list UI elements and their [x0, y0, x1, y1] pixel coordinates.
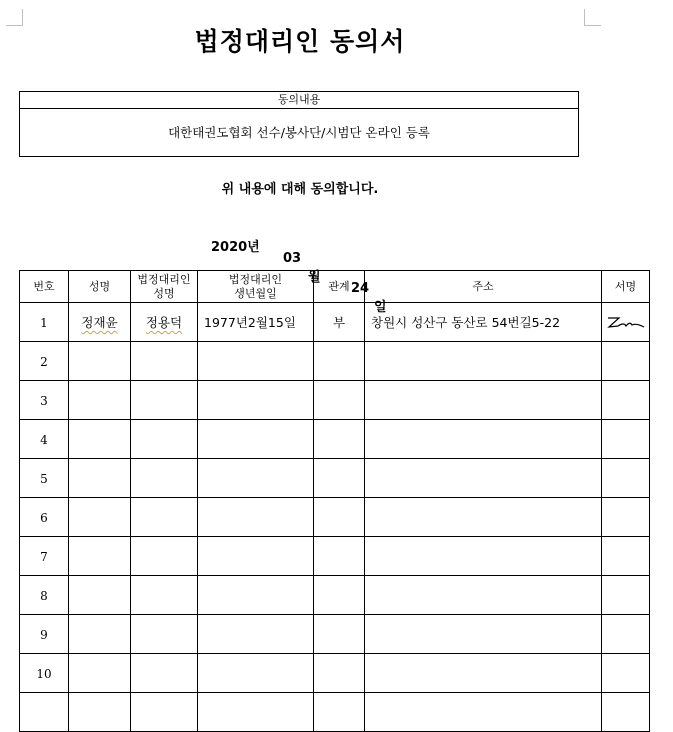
- cell-address: [365, 537, 602, 576]
- cell-no-text: 7: [40, 549, 48, 564]
- header-guardian-name: 법정대리인 성명: [131, 271, 198, 303]
- cell-relation: [314, 303, 365, 342]
- cell-name: [69, 615, 131, 654]
- cell-relation: [314, 654, 365, 693]
- cell-no-text: 5: [40, 471, 48, 486]
- cell-guardian-name: [131, 381, 198, 420]
- table-row: [20, 420, 650, 459]
- agreement-content: 대한태권도협회 선수/봉사단/시범단 온라인 등록: [168, 125, 430, 140]
- cell-name: [69, 498, 131, 537]
- cell-address: [365, 615, 602, 654]
- cell-relation: [314, 693, 365, 732]
- cell-relation: [314, 459, 365, 498]
- cell-address-text: 창원시 성산구 동산로 54번길5-22: [371, 315, 561, 330]
- cell-signature: [602, 303, 650, 342]
- cell-address: [365, 303, 602, 342]
- cell-no: [20, 420, 69, 459]
- cell-relation: [314, 576, 365, 615]
- cell-guardian-birth: [198, 654, 314, 693]
- cell-relation: [314, 615, 365, 654]
- cell-guardian-name: [131, 303, 198, 342]
- cell-guardian-birth-text: 1977년2월15일: [204, 315, 296, 330]
- cell-guardian-birth: [198, 303, 314, 342]
- cell-relation-text: 부: [332, 315, 346, 330]
- header-address: 주소: [365, 271, 602, 303]
- cell-name: [69, 537, 131, 576]
- agreement-box: [19, 91, 579, 157]
- cell-guardian-name: [131, 420, 198, 459]
- cell-guardian-birth: [198, 342, 314, 381]
- cell-guardian-birth: [198, 498, 314, 537]
- cell-guardian-birth: [198, 615, 314, 654]
- cell-relation: [314, 420, 365, 459]
- cell-relation: [314, 342, 365, 381]
- table-row: [20, 303, 650, 342]
- date-day: 24: [351, 281, 370, 296]
- cell-no-text: 1: [40, 315, 48, 330]
- cell-guardian-name: [131, 459, 198, 498]
- table-row: [20, 498, 650, 537]
- cell-no: [20, 654, 69, 693]
- cell-address: [365, 420, 602, 459]
- cell-no: [20, 342, 69, 381]
- guardian-table: [19, 270, 650, 732]
- cell-name: [69, 342, 131, 381]
- cell-no-text: 6: [40, 510, 48, 525]
- cell-no-text: 3: [40, 393, 48, 408]
- cell-relation: [314, 381, 365, 420]
- cell-guardian-birth: [198, 576, 314, 615]
- header-relation: 관계: [314, 271, 365, 303]
- cell-name: [69, 654, 131, 693]
- table-row: [20, 654, 650, 693]
- cell-guardian-birth: [198, 459, 314, 498]
- cell-guardian-name: [131, 654, 198, 693]
- cell-no: [20, 576, 69, 615]
- cell-no: [20, 459, 69, 498]
- cell-no-text: 10: [36, 666, 52, 681]
- cell-no: [20, 381, 69, 420]
- table-row: [20, 537, 650, 576]
- cell-no-text: 9: [40, 627, 48, 642]
- date-day-unit: 일: [374, 300, 387, 315]
- cell-signature: [602, 459, 650, 498]
- cell-address: [365, 381, 602, 420]
- table-row: [20, 459, 650, 498]
- cell-guardian-name: [131, 342, 198, 381]
- cell-no: [20, 303, 69, 342]
- cell-address: [365, 459, 602, 498]
- header-guardian-birth: 법정대리인 생년월일: [198, 271, 314, 303]
- cell-guardian-name: [131, 576, 198, 615]
- cell-no: [20, 537, 69, 576]
- cell-name-text: 정재윤: [81, 315, 118, 330]
- document-title: 법정대리인 동의서: [194, 27, 406, 56]
- cell-address: [365, 498, 602, 537]
- date-month-unit: 월: [308, 270, 321, 285]
- header-name: 성명: [69, 271, 131, 303]
- cell-relation: [314, 498, 365, 537]
- cell-name: [69, 459, 131, 498]
- cell-no-text: 8: [40, 588, 48, 603]
- table-row: [20, 693, 650, 732]
- cell-guardian-name-text: 정용덕: [145, 315, 183, 330]
- cell-signature: [602, 342, 650, 381]
- cell-signature: [602, 693, 650, 732]
- table-row: [20, 615, 650, 654]
- cell-guardian-name: [131, 693, 198, 732]
- header-signature: 서명: [602, 271, 650, 303]
- cell-guardian-birth: [198, 381, 314, 420]
- cell-address: [365, 654, 602, 693]
- cell-address: [365, 693, 602, 732]
- cell-name: [69, 303, 131, 342]
- table-header-row: [20, 271, 650, 303]
- cell-signature: [602, 381, 650, 420]
- cell-address: [365, 342, 602, 381]
- cell-guardian-birth: [198, 693, 314, 732]
- cell-no: [20, 498, 69, 537]
- cell-address: [365, 576, 602, 615]
- table-row: [20, 381, 650, 420]
- date-year: 2020년: [211, 240, 260, 255]
- cell-signature: [602, 420, 650, 459]
- cell-signature: [602, 654, 650, 693]
- table-row: [20, 576, 650, 615]
- table-row: [20, 342, 650, 381]
- handwritten-signature-icon: [602, 313, 649, 331]
- cell-signature: [602, 615, 650, 654]
- cell-guardian-name: [131, 537, 198, 576]
- cell-name: [69, 381, 131, 420]
- consent-statement: 위 내용에 대해 동의합니다.: [221, 182, 379, 197]
- cell-guardian-birth: [198, 537, 314, 576]
- cell-no-text: 4: [40, 432, 48, 447]
- cell-no-text: 2: [40, 354, 48, 369]
- cell-name: [69, 693, 131, 732]
- agreement-header: 동의내용: [20, 92, 578, 109]
- date-month: 03: [283, 251, 302, 266]
- cell-signature: [602, 498, 650, 537]
- cell-guardian-name: [131, 498, 198, 537]
- cell-guardian-name: [131, 615, 198, 654]
- cell-relation: [314, 537, 365, 576]
- cell-no: [20, 615, 69, 654]
- cell-name: [69, 576, 131, 615]
- header-no: 번호: [20, 271, 69, 303]
- cell-name: [69, 420, 131, 459]
- cell-no: [20, 693, 69, 732]
- cell-signature: [602, 576, 650, 615]
- cell-guardian-birth: [198, 420, 314, 459]
- cell-signature: [602, 537, 650, 576]
